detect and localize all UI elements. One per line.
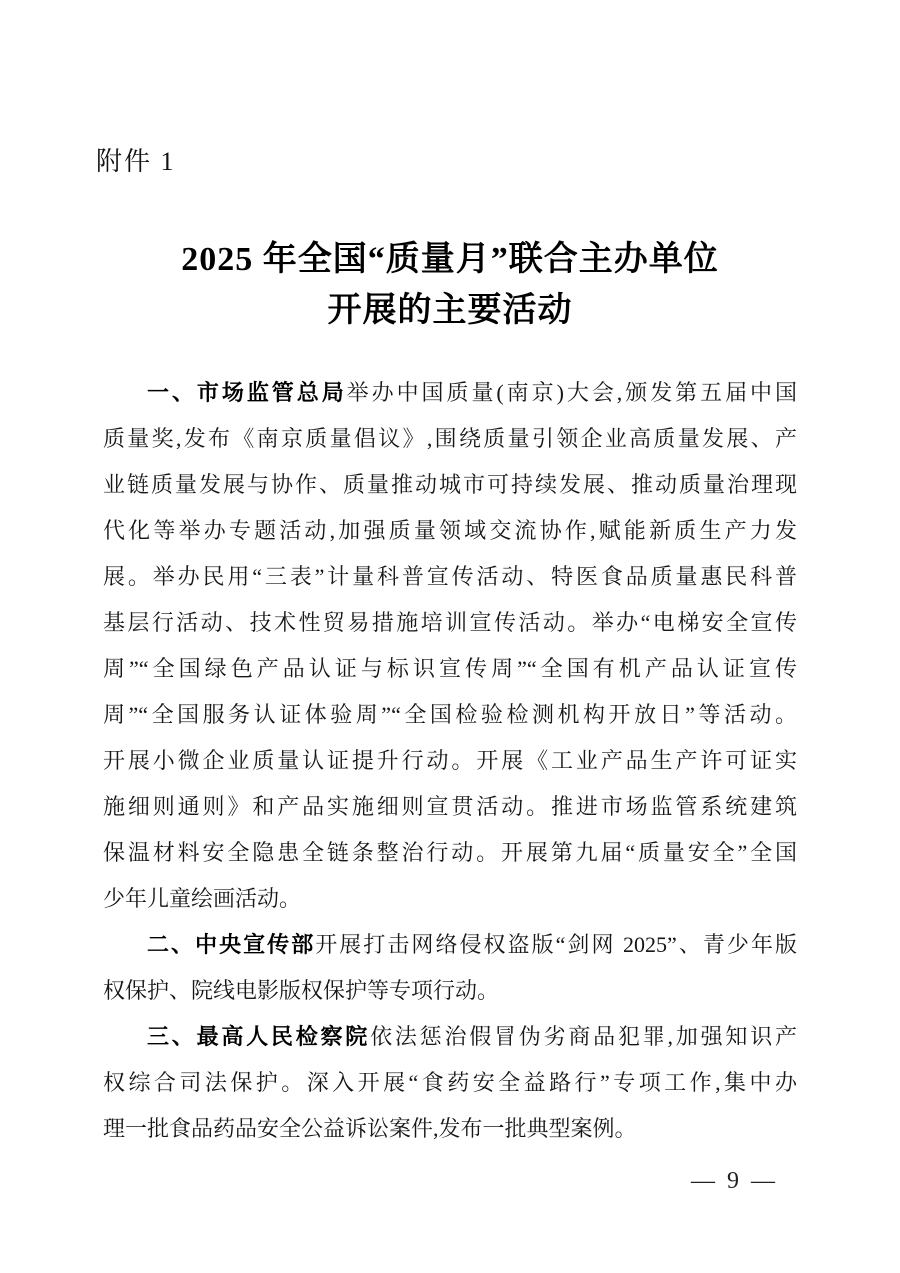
paragraph-2-first-line <box>103 922 797 968</box>
body-line: 质量奖,发布《南京质量倡议》,围绕质量引领企业高质量发展、产 <box>103 426 797 451</box>
paragraph-1-last-line: 少年儿童绘画活动。 <box>103 886 302 911</box>
body-line: 基层行活动、技术性贸易措施培训宣传活动。举办“电梯安全宣传 <box>103 610 797 635</box>
body-line: 权综合司法保护。深入开展“食药安全益路行”专项工作,集中办 <box>103 1070 797 1095</box>
paragraph-2-first-line-text: 开展打击网络侵权盗版“剑网 2025”、青少年版 <box>315 932 797 957</box>
body-line: 施细则通则》和产品实施细则宣贯活动。推进市场监管系统建筑 <box>103 794 797 819</box>
paragraph-3-first-line-text: 依法惩治假冒伪劣商品犯罪,加强知识产 <box>370 1024 797 1049</box>
paragraph-2-lead: 二、中央宣传部 <box>147 932 316 957</box>
document-title-line1: 2025 年全国“质量月”联合主办单位 <box>181 241 719 278</box>
document-title <box>0 234 900 336</box>
body-line: 开展小微企业质量认证提升行动。开展《工业产品生产许可证实 <box>103 748 797 773</box>
paragraph-1 <box>103 370 797 922</box>
body-line: 代化等举办专题活动,加强质量领域交流协作,赋能新质生产力发 <box>103 518 797 543</box>
paragraph-3-lines <box>103 1060 797 1106</box>
attachment-label: 附件 1 <box>96 147 176 176</box>
paragraph-1-first-line <box>103 370 797 416</box>
paragraph-3-first-line <box>103 1014 797 1060</box>
body-line: 业链质量发展与协作、质量推动城市可持续发展、推动质量治理现 <box>103 472 797 497</box>
paragraph-1-lead: 一、市场监管总局 <box>147 380 347 405</box>
paragraph-3-last-line: 理一批食品药品安全公益诉讼案件,发布一批典型案例。 <box>103 1116 637 1141</box>
body-line: 周”“全国绿色产品认证与标识宣传周”“全国有机产品认证宣传 <box>103 656 797 681</box>
document-title-line2: 开展的主要活动 <box>327 292 573 329</box>
page-number: — 9 — <box>691 1168 778 1194</box>
paragraph-3-lead: 三、最高人民检察院 <box>147 1024 371 1049</box>
paragraph-3 <box>103 1014 797 1152</box>
body-line: 保温材料安全隐患全链条整治行动。开展第九届“质量安全”全国 <box>103 840 797 865</box>
document-body <box>103 370 797 1152</box>
paragraph-2 <box>103 922 797 1014</box>
paragraph-1-lines <box>103 416 797 876</box>
body-line: 周”“全国服务认证体验周”“全国检验检测机构开放日”等活动。 <box>103 702 797 727</box>
paragraph-1-first-line-text: 举办中国质量(南京)大会,颁发第五届中国 <box>346 380 797 405</box>
paragraph-2-last-line: 权保护、院线电影版权保护等专项行动。 <box>103 978 500 1003</box>
body-line: 展。举办民用“三表”计量科普宣传活动、特医食品质量惠民科普 <box>103 564 797 589</box>
